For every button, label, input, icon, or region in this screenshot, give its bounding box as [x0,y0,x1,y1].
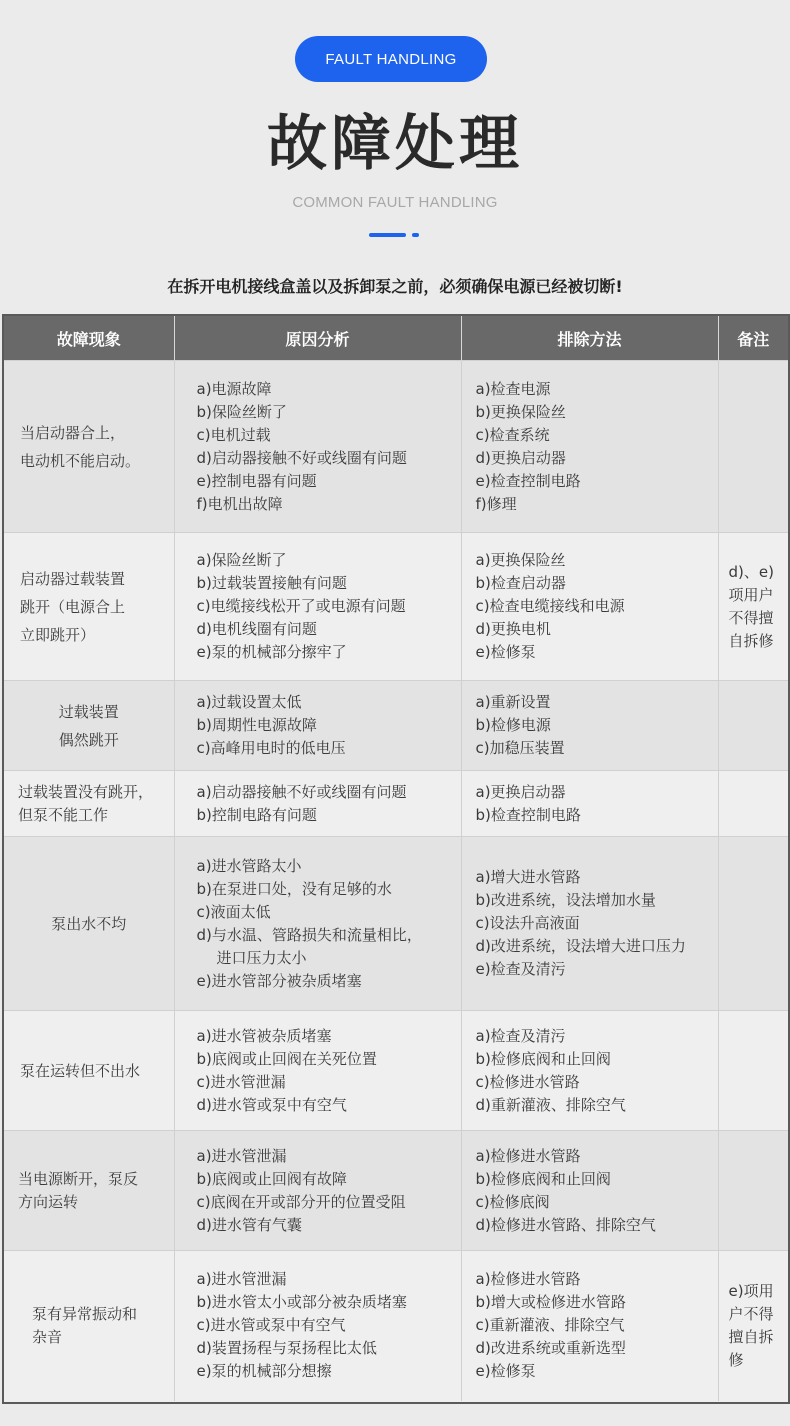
symptom-cell: 启动器过载装置 跳开（电源合上 立即跳开） [4,533,174,681]
symptom-cell: 当电源断开，泵反 方向运转 [4,1131,174,1251]
table-row [4,1131,788,1251]
note-cell [718,837,788,1011]
fault-handling-badge [295,36,487,82]
symptom-cell: 过载装置没有跳开， 但泵不能工作 [4,771,174,837]
table-row [4,1251,788,1401]
note-cell: d)、e) 项用户 不得擅 自拆修 [718,533,788,681]
note-cell [718,1011,788,1131]
safety-warning: 在拆开电机接线盒盖以及拆卸泵之前，必须确保电源已经被切断! [167,277,623,296]
fix-cell: a)检查电源 b)更换保险丝 c)检查系统 d)更换启动器 e)检查控制电路 f)修理 [461,361,718,533]
accent-bar [369,233,406,237]
table-header-row [4,316,788,361]
table-row [4,533,788,681]
table-row [4,361,788,533]
note-cell [718,1131,788,1251]
fault-table [4,316,788,1401]
cause-cell: a)保险丝断了 b)过载装置接触有问题 c)电缆接线松开了或电源有问题 d)电机线圈有问题 e)泵的机械部分擦牢了 [174,533,461,681]
fix-cell: a)更换启动器 b)检查控制电路 [461,771,718,837]
cause-cell: a)进水管泄漏 b)进水管太小或部分被杂质堵塞 c)进水管或泵中有空气 d)装置扬程与泵扬程比太低 e)泵的机械部分想擦 [174,1251,461,1401]
header-note: 备注 [718,316,788,361]
header-fix: 排除方法 [461,316,718,361]
symptom-cell: 泵有异常振动和 杂音 [4,1251,174,1401]
table-row [4,681,788,771]
symptom-cell: 泵出水不均 [4,837,174,1011]
fix-cell: a)更换保险丝 b)检查启动器 c)检查电缆接线和电源 d)更换电机 e)检修泵 [461,533,718,681]
symptom-cell: 过载装置 偶然跳开 [4,681,174,771]
symptom-cell: 泵在运转但不出水 [4,1011,174,1131]
fix-cell: a)检修进水管路 b)检修底阀和止回阀 c)检修底阀 d)检修进水管路、排除空气 [461,1131,718,1251]
fix-cell: a)增大进水管路 b)改进系统，设法增加水量 c)设法升高液面 d)改进系统，设法增大进口压力 e)检查及清污 [461,837,718,1011]
header-cause: 原因分析 [174,316,461,361]
cause-cell: a)电源故障 b)保险丝断了 c)电机过载 d)启动器接触不好或线圈有问题 e)控制电器有问题 f)电机出故障 [174,361,461,533]
note-cell [718,361,788,533]
cause-cell: a)启动器接触不好或线圈有问题 b)控制电路有问题 [174,771,461,837]
fix-cell: a)重新设置 b)检修电源 c)加稳压装置 [461,681,718,771]
cause-cell: a)进水管被杂质堵塞 b)底阀或止回阀在关死位置 c)进水管泄漏 d)进水管或泵中有空气 [174,1011,461,1131]
fault-table-container [2,314,790,1404]
accent-dot [412,233,419,237]
header-symptom: 故障现象 [4,316,174,361]
badge-label: FAULT HANDLING [325,50,457,68]
note-cell [718,681,788,771]
cause-cell: a)进水管泄漏 b)底阀或止回阀有故障 c)底阀在开或部分开的位置受阻 d)进水管有气囊 [174,1131,461,1251]
table-row [4,771,788,837]
note-cell: e)项用 户不得 擅自拆 修 [718,1251,788,1401]
table-row [4,1011,788,1131]
cause-cell: a)过载设置太低 b)周期性电源故障 c)高峰用电时的低电压 [174,681,461,771]
cause-cell: a)进水管路太小 b)在泵进口处，没有足够的水 c)液面太低 d)与水温、管路损失和流量相比， 进口压力太小 e)进水管部分被杂质堵塞 [174,837,461,1011]
table-row [4,837,788,1011]
page-title: 故障处理 [267,109,523,179]
fix-cell: a)检修进水管路 b)增大或检修进水管路 c)重新灌液、排除空气 d)改进系统或重新选型 e)检修泵 [461,1251,718,1401]
fix-cell: a)检查及清污 b)检修底阀和止回阀 c)检修进水管路 d)重新灌液、排除空气 [461,1011,718,1131]
symptom-cell: 当启动器合上， 电动机不能启动。 [4,361,174,533]
note-cell [718,771,788,837]
page-subtitle: COMMON FAULT HANDLING [292,194,498,211]
